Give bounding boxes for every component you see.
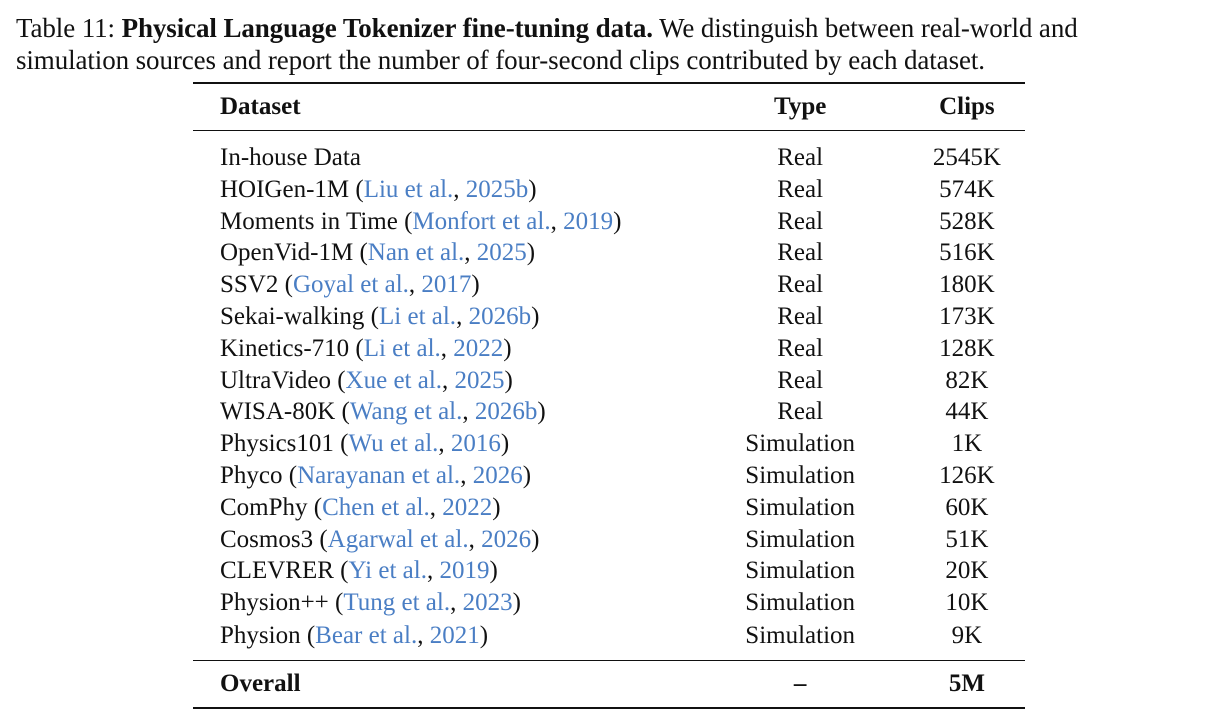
type-cell: Simulation bbox=[745, 621, 856, 649]
citation-authors-link[interactable]: Li et al. bbox=[363, 334, 441, 362]
dataset-cell: WISA-80K (Wang et al., 2026b) bbox=[220, 398, 546, 426]
dataset-cell: HOIGen-1M (Liu et al., 2025b) bbox=[220, 175, 537, 203]
citation-year-link[interactable]: 2026 bbox=[481, 525, 532, 553]
clips-cell: 60K bbox=[945, 493, 989, 521]
citation-authors-link[interactable]: Goyal et al. bbox=[292, 271, 409, 299]
citation-authors-link[interactable]: Liu et al. bbox=[363, 175, 454, 203]
citation-year-link[interactable]: 2021 bbox=[429, 621, 480, 649]
dataset-name: WISA-80K bbox=[220, 398, 336, 426]
citation-year-link[interactable]: 2019 bbox=[563, 207, 614, 235]
dataset-cell bbox=[193, 131, 692, 175]
citation-year-link[interactable]: 2025b bbox=[465, 175, 529, 203]
header-dataset: Dataset bbox=[220, 93, 301, 120]
dataset-cell: Physion (Bear et al., 2021) bbox=[220, 621, 489, 649]
clips-cell: 51K bbox=[945, 525, 989, 553]
table-caption bbox=[16, 12, 1212, 76]
type-cell: Simulation bbox=[745, 493, 856, 521]
type-cell: Simulation bbox=[745, 430, 856, 458]
clips-cell: 20K bbox=[945, 557, 989, 585]
clips-cell: 528K bbox=[939, 207, 995, 235]
citation-year-link[interactable]: 2017 bbox=[421, 271, 472, 299]
caption-line1: We distinguish between real-world and bbox=[659, 13, 1078, 43]
clips-cell: 173K bbox=[939, 303, 995, 331]
overall-clips: 5M bbox=[948, 670, 985, 698]
type-cell: Simulation bbox=[745, 462, 856, 490]
clips-cell: 126K bbox=[939, 462, 995, 490]
type-cell: Real bbox=[777, 175, 824, 203]
dataset-name: Physics101 bbox=[220, 430, 334, 458]
table-row bbox=[193, 238, 1025, 270]
clips-cell: 180K bbox=[939, 271, 995, 299]
dataset-cell: SSV2 (Goyal et al., 2017) bbox=[220, 271, 480, 299]
clips-cell: 10K bbox=[945, 589, 989, 617]
dataset-name: OpenVid-1M bbox=[220, 239, 354, 267]
dataset-name: Moments in Time bbox=[220, 207, 398, 235]
citation-year-link[interactable]: 2023 bbox=[462, 589, 513, 617]
clips-cell: 2545K bbox=[932, 143, 1001, 171]
overall-label: Overall bbox=[220, 670, 301, 698]
dataset-name: Physion++ bbox=[220, 589, 329, 617]
citation-year-link[interactable]: 2025 bbox=[454, 366, 505, 394]
type-cell: Real bbox=[777, 366, 824, 394]
type-cell: Real bbox=[777, 143, 824, 171]
citation-year-link[interactable]: 2026 bbox=[472, 462, 523, 490]
table-row bbox=[193, 428, 1025, 460]
clips-cell: 516K bbox=[939, 239, 995, 267]
overall-type: – bbox=[793, 670, 807, 698]
dataset-cell: Physion++ (Tung et al., 2023) bbox=[220, 589, 521, 617]
table-row bbox=[193, 397, 1025, 429]
clips-cell: 1K bbox=[951, 430, 983, 458]
data-table-container bbox=[193, 82, 1025, 709]
clips-cell: 82K bbox=[945, 366, 989, 394]
citation-authors-link[interactable]: Chen et al. bbox=[322, 493, 430, 521]
table-row bbox=[193, 174, 1025, 206]
type-cell: Real bbox=[777, 239, 824, 267]
dataset-cell: Cosmos3 (Agarwal et al., 2026) bbox=[220, 525, 540, 553]
dataset-cell: UltraVideo (Xue et al., 2025) bbox=[220, 366, 513, 394]
dataset-name: ComPhy bbox=[220, 493, 308, 521]
dataset-name: UltraVideo bbox=[220, 366, 331, 394]
dataset-cell: OpenVid-1M (Nan et al., 2025) bbox=[220, 239, 536, 267]
type-cell: Real bbox=[777, 303, 824, 331]
dataset-cell: CLEVRER (Yi et al., 2019) bbox=[220, 557, 498, 585]
dataset-name: In-house Data bbox=[220, 143, 361, 171]
dataset-cell: ComPhy (Chen et al., 2022) bbox=[220, 493, 501, 521]
type-cell: Simulation bbox=[745, 557, 856, 585]
dataset-name: CLEVRER bbox=[220, 557, 334, 585]
dataset-name: Physion bbox=[220, 621, 301, 649]
dataset-name: SSV2 bbox=[220, 271, 279, 299]
dataset-cell: Moments in Time (Monfort et al., 2019) bbox=[220, 207, 622, 235]
table-row bbox=[193, 301, 1025, 333]
dataset-cell: Physics101 (Wu et al., 2016) bbox=[220, 430, 510, 458]
clips-cell: 44K bbox=[945, 398, 989, 426]
citation-authors-link[interactable]: Xue et al. bbox=[345, 366, 443, 394]
citation-authors-link[interactable]: Bear et al. bbox=[315, 621, 418, 649]
clips-cell: 9K bbox=[951, 621, 983, 649]
citation-authors-link[interactable]: Agarwal et al. bbox=[327, 525, 469, 553]
table-row bbox=[193, 619, 1025, 661]
type-cell: Real bbox=[777, 398, 824, 426]
citation-authors-link[interactable]: Narayanan et al. bbox=[297, 462, 461, 490]
type-cell: Real bbox=[777, 334, 824, 362]
data-table bbox=[193, 82, 1025, 709]
type-cell: Simulation bbox=[745, 589, 856, 617]
citation-year-link[interactable]: 2016 bbox=[450, 430, 501, 458]
table-row bbox=[193, 131, 1025, 175]
dataset-cell: Sekai-walking (Li et al., 2026b) bbox=[220, 303, 540, 331]
header-type: Type bbox=[774, 93, 827, 120]
table-row bbox=[193, 492, 1025, 524]
caption-title: Physical Language Tokenizer fine-tuning data. bbox=[121, 13, 653, 43]
citation-year-link[interactable]: 2022 bbox=[453, 334, 504, 362]
table-row bbox=[193, 460, 1025, 492]
citation-year-link[interactable]: 2022 bbox=[442, 493, 493, 521]
citation-authors-link[interactable]: Monfort et al. bbox=[412, 207, 551, 235]
table-row bbox=[193, 206, 1025, 238]
caption-label: Table 11: bbox=[16, 13, 115, 43]
type-cell: Real bbox=[777, 207, 824, 235]
table-body bbox=[193, 131, 1025, 661]
overall-row bbox=[193, 661, 1025, 709]
caption-line2: simulation sources and report the number of four-second clips contributed by each dataset. bbox=[16, 45, 985, 75]
table-row bbox=[193, 556, 1025, 588]
dataset-name: Kinetics-710 bbox=[220, 334, 350, 362]
citation-year-link[interactable]: 2019 bbox=[439, 557, 490, 585]
citation-authors-link[interactable]: Wang et al. bbox=[349, 398, 463, 426]
citation-authors-link[interactable]: Nan et al. bbox=[367, 239, 465, 267]
clips-cell: 128K bbox=[939, 334, 995, 362]
dataset-cell: Kinetics-710 (Li et al., 2022) bbox=[220, 334, 512, 362]
table-row bbox=[193, 269, 1025, 301]
header-clips: Clips bbox=[939, 93, 995, 120]
table-row bbox=[193, 333, 1025, 365]
citation-year-link[interactable]: 2026b bbox=[474, 398, 538, 426]
citation-authors-link[interactable]: Tung et al. bbox=[343, 589, 451, 617]
citation-authors-link[interactable]: Wu et al. bbox=[348, 430, 439, 458]
citation-authors-link[interactable]: Yi et al. bbox=[348, 557, 427, 585]
clips-cell: 574K bbox=[939, 175, 995, 203]
dataset-name: Cosmos3 bbox=[220, 525, 314, 553]
table-row bbox=[193, 587, 1025, 619]
dataset-name: Sekai-walking bbox=[220, 303, 365, 331]
citation-authors-link[interactable]: Li et al. bbox=[379, 303, 457, 331]
table-row bbox=[193, 524, 1025, 556]
citation-year-link[interactable]: 2025 bbox=[476, 239, 527, 267]
dataset-cell: Phyco (Narayanan et al., 2026) bbox=[220, 462, 532, 490]
table-header-row bbox=[193, 83, 1025, 131]
type-cell: Real bbox=[777, 271, 824, 299]
dataset-name: HOIGen-1M bbox=[220, 175, 350, 203]
dataset-name: Phyco bbox=[220, 462, 283, 490]
citation-year-link[interactable]: 2026b bbox=[468, 303, 532, 331]
table-row bbox=[193, 365, 1025, 397]
type-cell: Simulation bbox=[745, 525, 856, 553]
